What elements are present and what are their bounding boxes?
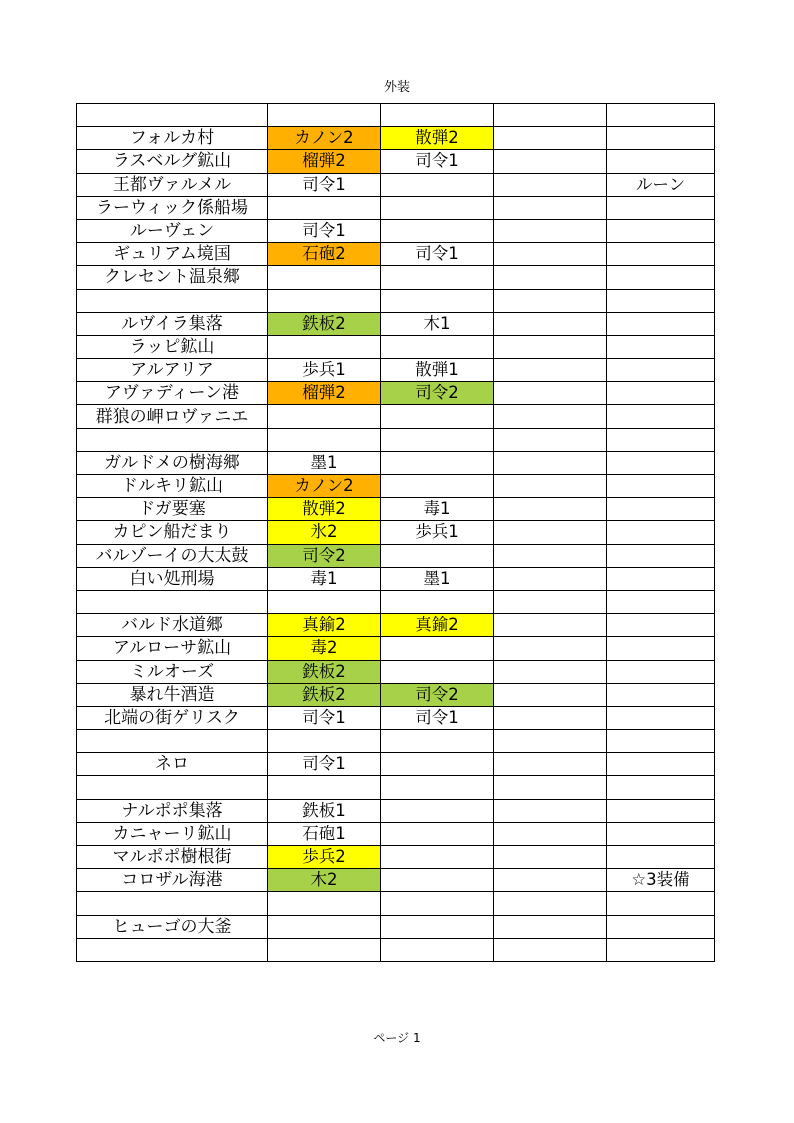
material-cell[interactable] [607, 683, 715, 706]
material-cell[interactable] [381, 196, 494, 219]
material-cell[interactable] [268, 776, 381, 799]
location-cell[interactable] [77, 590, 268, 613]
material-cell[interactable] [494, 266, 607, 289]
material-cell[interactable]: 鉄板2 [268, 683, 381, 706]
material-cell[interactable] [607, 567, 715, 590]
material-cell[interactable] [607, 590, 715, 613]
location-cell[interactable]: ラスベルグ鉱山 [77, 150, 268, 173]
material-cell[interactable] [494, 196, 607, 219]
table-row [77, 753, 715, 776]
material-cell[interactable]: 鉄板2 [268, 312, 381, 335]
material-cell[interactable] [607, 498, 715, 521]
material-cell[interactable] [381, 776, 494, 799]
material-cell[interactable]: カノン2 [268, 475, 381, 498]
material-cell[interactable] [268, 428, 381, 451]
material-cell[interactable] [607, 359, 715, 382]
material-cell[interactable]: 墨1 [268, 451, 381, 474]
table-row [77, 173, 715, 196]
material-cell[interactable] [494, 219, 607, 242]
material-cell[interactable]: ルーン [607, 173, 715, 196]
material-cell[interactable] [381, 822, 494, 845]
location-cell[interactable]: ギュリアム境国 [77, 243, 268, 266]
material-cell[interactable]: 散弾2 [268, 498, 381, 521]
table-row [77, 730, 715, 753]
table-row [77, 104, 715, 127]
material-cell[interactable] [607, 544, 715, 567]
material-cell[interactable] [381, 289, 494, 312]
material-cell[interactable] [494, 799, 607, 822]
material-cell[interactable]: 司令2 [381, 382, 494, 405]
table-row [77, 289, 715, 312]
table-row [77, 382, 715, 405]
material-cell[interactable] [494, 590, 607, 613]
material-cell[interactable] [494, 637, 607, 660]
material-cell[interactable] [494, 428, 607, 451]
location-cell[interactable]: ラッピ鉱山 [77, 335, 268, 358]
location-cell[interactable]: 暴れ牛酒造 [77, 683, 268, 706]
material-cell[interactable]: 散弾2 [381, 127, 494, 150]
material-cell[interactable] [494, 776, 607, 799]
material-cell[interactable] [494, 335, 607, 358]
material-cell[interactable] [268, 104, 381, 127]
material-cell[interactable] [607, 104, 715, 127]
material-cell[interactable] [607, 382, 715, 405]
location-cell[interactable] [77, 938, 268, 961]
location-cell[interactable]: 王都ヴァルメル [77, 173, 268, 196]
location-cell[interactable]: ネロ [77, 753, 268, 776]
material-cell[interactable]: 石砲2 [268, 243, 381, 266]
material-cell[interactable] [494, 451, 607, 474]
material-cell[interactable] [607, 706, 715, 729]
material-cell[interactable] [381, 915, 494, 938]
material-cell[interactable] [494, 938, 607, 961]
material-cell[interactable] [607, 405, 715, 428]
material-cell[interactable]: 榴弾2 [268, 382, 381, 405]
material-cell[interactable]: 鉄板2 [268, 660, 381, 683]
location-cell[interactable] [77, 289, 268, 312]
table-row [77, 196, 715, 219]
material-cell[interactable] [381, 104, 494, 127]
material-cell[interactable] [607, 266, 715, 289]
table-row [77, 266, 715, 289]
material-cell[interactable] [381, 730, 494, 753]
material-cell[interactable]: 氷2 [268, 521, 381, 544]
material-cell[interactable] [381, 266, 494, 289]
material-cell[interactable]: 司令1 [268, 173, 381, 196]
material-cell[interactable] [381, 590, 494, 613]
material-cell[interactable] [381, 753, 494, 776]
location-cell[interactable]: 北端の街ゲリスク [77, 706, 268, 729]
material-cell[interactable] [381, 846, 494, 869]
material-cell[interactable] [607, 915, 715, 938]
table-row [77, 869, 715, 892]
material-cell[interactable] [607, 150, 715, 173]
material-cell[interactable] [607, 799, 715, 822]
material-cell[interactable] [607, 428, 715, 451]
table-row [77, 892, 715, 915]
material-cell[interactable]: 毒1 [268, 567, 381, 590]
material-cell[interactable] [607, 846, 715, 869]
table-row [77, 938, 715, 961]
location-cell[interactable] [77, 104, 268, 127]
material-cell[interactable] [607, 938, 715, 961]
material-cell[interactable] [268, 289, 381, 312]
material-cell[interactable]: 毒2 [268, 637, 381, 660]
material-cell[interactable] [494, 915, 607, 938]
material-cell[interactable] [268, 266, 381, 289]
material-cell[interactable] [607, 776, 715, 799]
material-cell[interactable] [494, 614, 607, 637]
location-cell[interactable]: ガルドメの樹海郷 [77, 451, 268, 474]
location-cell[interactable]: ルヴイラ集落 [77, 312, 268, 335]
material-cell[interactable] [607, 289, 715, 312]
location-cell[interactable]: ラーウィック係船場 [77, 196, 268, 219]
table-row [77, 428, 715, 451]
material-cell[interactable] [268, 405, 381, 428]
table-row [77, 243, 715, 266]
material-cell[interactable] [607, 753, 715, 776]
material-cell[interactable] [494, 660, 607, 683]
table-row [77, 846, 715, 869]
material-cell[interactable]: 歩兵2 [268, 846, 381, 869]
material-cell[interactable] [607, 127, 715, 150]
table-row [77, 776, 715, 799]
location-cell[interactable]: バルゾーイの大太鼓 [77, 544, 268, 567]
material-cell[interactable] [381, 335, 494, 358]
material-cell[interactable] [494, 289, 607, 312]
location-cell[interactable]: アルローサ鉱山 [77, 637, 268, 660]
material-cell[interactable] [268, 590, 381, 613]
location-cell[interactable]: ミルオーズ [77, 660, 268, 683]
location-cell[interactable]: コロザル海港 [77, 869, 268, 892]
material-cell[interactable]: 司令1 [268, 706, 381, 729]
location-cell[interactable]: 群狼の岬ロヴァニエ [77, 405, 268, 428]
table-row [77, 915, 715, 938]
material-cell[interactable] [381, 938, 494, 961]
material-cell[interactable] [494, 243, 607, 266]
location-cell[interactable]: アヴァディーン港 [77, 382, 268, 405]
material-cell[interactable]: 司令1 [268, 753, 381, 776]
material-cell[interactable]: 司令1 [381, 706, 494, 729]
material-cell[interactable] [494, 498, 607, 521]
table-row [77, 822, 715, 845]
material-cell[interactable]: 司令1 [381, 150, 494, 173]
location-cell[interactable]: ルーヴェン [77, 219, 268, 242]
table-row [77, 521, 715, 544]
material-cell[interactable] [494, 405, 607, 428]
material-cell[interactable] [381, 660, 494, 683]
table-row [77, 335, 715, 358]
material-cell[interactable] [607, 892, 715, 915]
material-cell[interactable]: 歩兵1 [381, 521, 494, 544]
material-cell[interactable] [494, 822, 607, 845]
material-cell[interactable] [607, 730, 715, 753]
material-cell[interactable] [494, 312, 607, 335]
material-cell[interactable] [268, 938, 381, 961]
material-cell[interactable] [268, 196, 381, 219]
material-cell[interactable] [268, 730, 381, 753]
material-cell[interactable] [494, 475, 607, 498]
location-cell[interactable] [77, 776, 268, 799]
location-cell[interactable]: ドルキリ鉱山 [77, 475, 268, 498]
material-cell[interactable] [494, 359, 607, 382]
material-cell[interactable] [494, 104, 607, 127]
material-cell[interactable]: ☆3装備 [607, 869, 715, 892]
material-cell[interactable]: 毒1 [381, 498, 494, 521]
material-cell[interactable] [607, 660, 715, 683]
material-cell[interactable] [381, 451, 494, 474]
material-cell[interactable] [607, 243, 715, 266]
material-cell[interactable] [494, 846, 607, 869]
material-cell[interactable] [494, 730, 607, 753]
material-cell[interactable] [381, 173, 494, 196]
material-cell[interactable] [607, 196, 715, 219]
table-row [77, 683, 715, 706]
material-cell[interactable] [607, 475, 715, 498]
material-cell[interactable] [607, 614, 715, 637]
material-cell[interactable] [494, 706, 607, 729]
material-cell[interactable] [381, 869, 494, 892]
location-cell[interactable] [77, 428, 268, 451]
material-cell[interactable] [268, 892, 381, 915]
table-row [77, 660, 715, 683]
table-row [77, 637, 715, 660]
material-cell[interactable] [607, 451, 715, 474]
material-cell[interactable] [381, 219, 494, 242]
material-cell[interactable] [607, 637, 715, 660]
table-row [77, 359, 715, 382]
material-cell[interactable] [494, 382, 607, 405]
material-cell[interactable] [494, 869, 607, 892]
material-cell[interactable] [494, 683, 607, 706]
location-cell[interactable]: フォルカ村 [77, 127, 268, 150]
material-cell[interactable]: 墨1 [381, 567, 494, 590]
material-cell[interactable] [494, 567, 607, 590]
material-cell[interactable] [381, 544, 494, 567]
material-cell[interactable]: 木2 [268, 869, 381, 892]
material-cell[interactable] [494, 521, 607, 544]
material-cell[interactable] [494, 544, 607, 567]
material-cell[interactable] [381, 799, 494, 822]
material-cell[interactable] [607, 822, 715, 845]
material-cell[interactable]: カノン2 [268, 127, 381, 150]
material-cell[interactable] [494, 127, 607, 150]
table-row [77, 706, 715, 729]
material-cell[interactable] [607, 521, 715, 544]
material-cell[interactable]: 真鍮2 [268, 614, 381, 637]
location-cell[interactable]: マルポポ樹根街 [77, 846, 268, 869]
table-row [77, 475, 715, 498]
material-cell[interactable]: 司令1 [381, 243, 494, 266]
material-cell[interactable] [268, 335, 381, 358]
table-row [77, 451, 715, 474]
table-row [77, 150, 715, 173]
location-cell[interactable]: カピン船だまり [77, 521, 268, 544]
table-row [77, 614, 715, 637]
location-cell[interactable]: 白い処刑場 [77, 567, 268, 590]
material-cell[interactable] [494, 753, 607, 776]
location-cell[interactable] [77, 892, 268, 915]
material-cell[interactable]: 木1 [381, 312, 494, 335]
table-row [77, 312, 715, 335]
location-cell[interactable]: ドガ要塞 [77, 498, 268, 521]
material-cell[interactable]: 真鍮2 [381, 614, 494, 637]
table-row [77, 405, 715, 428]
material-cell[interactable] [381, 428, 494, 451]
table-row [77, 498, 715, 521]
material-cell[interactable]: 司令2 [381, 683, 494, 706]
material-cell[interactable] [381, 892, 494, 915]
location-cell[interactable]: アルアリア [77, 359, 268, 382]
spreadsheet-body [77, 104, 715, 962]
material-cell[interactable] [494, 173, 607, 196]
material-cell[interactable]: 散弾1 [381, 359, 494, 382]
location-cell[interactable]: ヒューゴの大釜 [77, 915, 268, 938]
material-cell[interactable] [381, 475, 494, 498]
page-header-title: 外装 [383, 80, 410, 95]
spreadsheet-table [76, 103, 715, 962]
table-row [77, 590, 715, 613]
location-cell[interactable] [77, 730, 268, 753]
page-footer-label: ページ 1 [373, 1031, 421, 1045]
table-row [77, 567, 715, 590]
material-cell[interactable] [381, 637, 494, 660]
material-cell[interactable]: 石砲1 [268, 822, 381, 845]
material-cell[interactable] [607, 219, 715, 242]
material-cell[interactable]: 司令1 [268, 219, 381, 242]
location-cell[interactable]: カニャーリ鉱山 [77, 822, 268, 845]
material-cell[interactable] [607, 335, 715, 358]
location-cell[interactable]: ナルポポ集落 [77, 799, 268, 822]
material-cell[interactable] [494, 150, 607, 173]
location-cell[interactable]: バルド水道郷 [77, 614, 268, 637]
material-cell[interactable]: 歩兵1 [268, 359, 381, 382]
material-cell[interactable]: 榴弾2 [268, 150, 381, 173]
table-row [77, 219, 715, 242]
material-cell[interactable]: 司令2 [268, 544, 381, 567]
location-cell[interactable]: クレセント温泉郷 [77, 266, 268, 289]
material-cell[interactable] [607, 312, 715, 335]
material-cell[interactable] [268, 915, 381, 938]
material-cell[interactable] [494, 892, 607, 915]
table-row [77, 544, 715, 567]
table-row [77, 799, 715, 822]
material-cell[interactable] [381, 405, 494, 428]
table-row [77, 127, 715, 150]
material-cell[interactable]: 鉄板1 [268, 799, 381, 822]
